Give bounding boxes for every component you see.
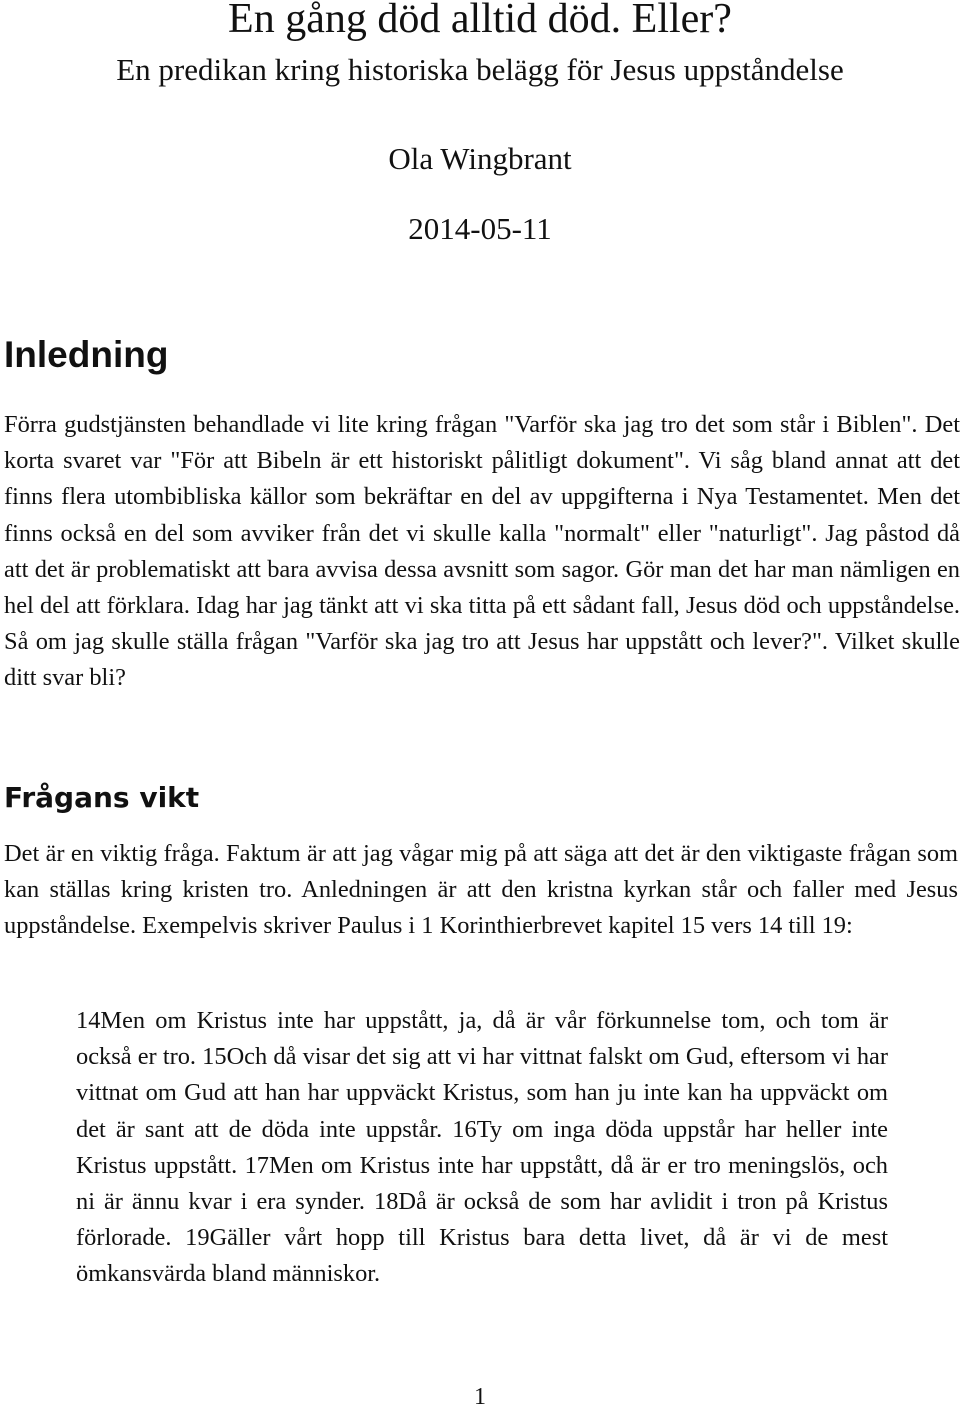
document-date: 2014-05-11 bbox=[408, 211, 552, 246]
section-heading-fragans-vikt: Frågans vikt bbox=[4, 781, 200, 814]
page-number: 1 bbox=[474, 1384, 486, 1410]
document-title: En gång död alltid död. Eller? bbox=[228, 0, 732, 42]
section-paragraph-inledning: Förra gudstjänsten behandlade vi lite kring frågan "Varför ska jag tro det som står i Biblen". Det korta svaret var "För att Bibeln är ett historiskt pålitligt dokument". Vi såg bland annat att det finns flera utombibliska källor som bekräftar en del av uppgifterna i Nya Testamentet. Men det finns också en del som avviker från det vi skulle kalla "normalt" eller "naturligt". Jag påstod då att det är problematiskt att bara avvisa dessa avsnitt som sagor. Gör man det har man nämligen en hel del att förklara. Idag har jag tänkt att vi ska titta på ett sådant fall, Jesus död och uppståndelse. Så om jag skulle ställa frågan "Varför ska jag tro att Jesus har uppstått och lever?". Vilket skulle ditt svar bli? bbox=[4, 411, 960, 692]
bible-quote: 14Men om Kristus inte har uppstått, ja, då är vår förkunnelse tom, och tom är också er tro. 15Och då visar det sig att vi har vittnat falskt om Gud, eftersom vi har vittnat om Gud att han har uppväckt Kristus, som han ju inte kan ha uppväckt om det är sant att de döda inte uppstår. 16Ty om inga döda uppstår har heller inte Kristus uppstått. 17Men om Kristus inte har uppstått, då är er tro meningslös, och ni är ännu kvar i era synder. 18Då är också de som har avlidit i tron på Kristus förlorade. 19Gäller vårt hopp till Kristus bara detta livet, då är vi de mest ömkansvärda bland människor. bbox=[76, 1007, 888, 1288]
section-heading-inledning: Inledning bbox=[4, 334, 169, 375]
document-author: Ola Wingbrant bbox=[388, 141, 572, 176]
document-subtitle: En predikan kring historiska belägg för Jesus uppståndelse bbox=[116, 52, 844, 87]
section-paragraph-fragans-vikt: Det är en viktig fråga. Faktum är att jag vågar mig på att säga att det är den viktigaste frågan som kan ställas kring kristen tro. Anledningen är att den kristna kyrkan står och faller med Jesus uppståndelse. Exempelvis skriver Paulus i 1 Korinthierbrevet kapitel 15 vers 14 till 19: bbox=[4, 840, 958, 940]
